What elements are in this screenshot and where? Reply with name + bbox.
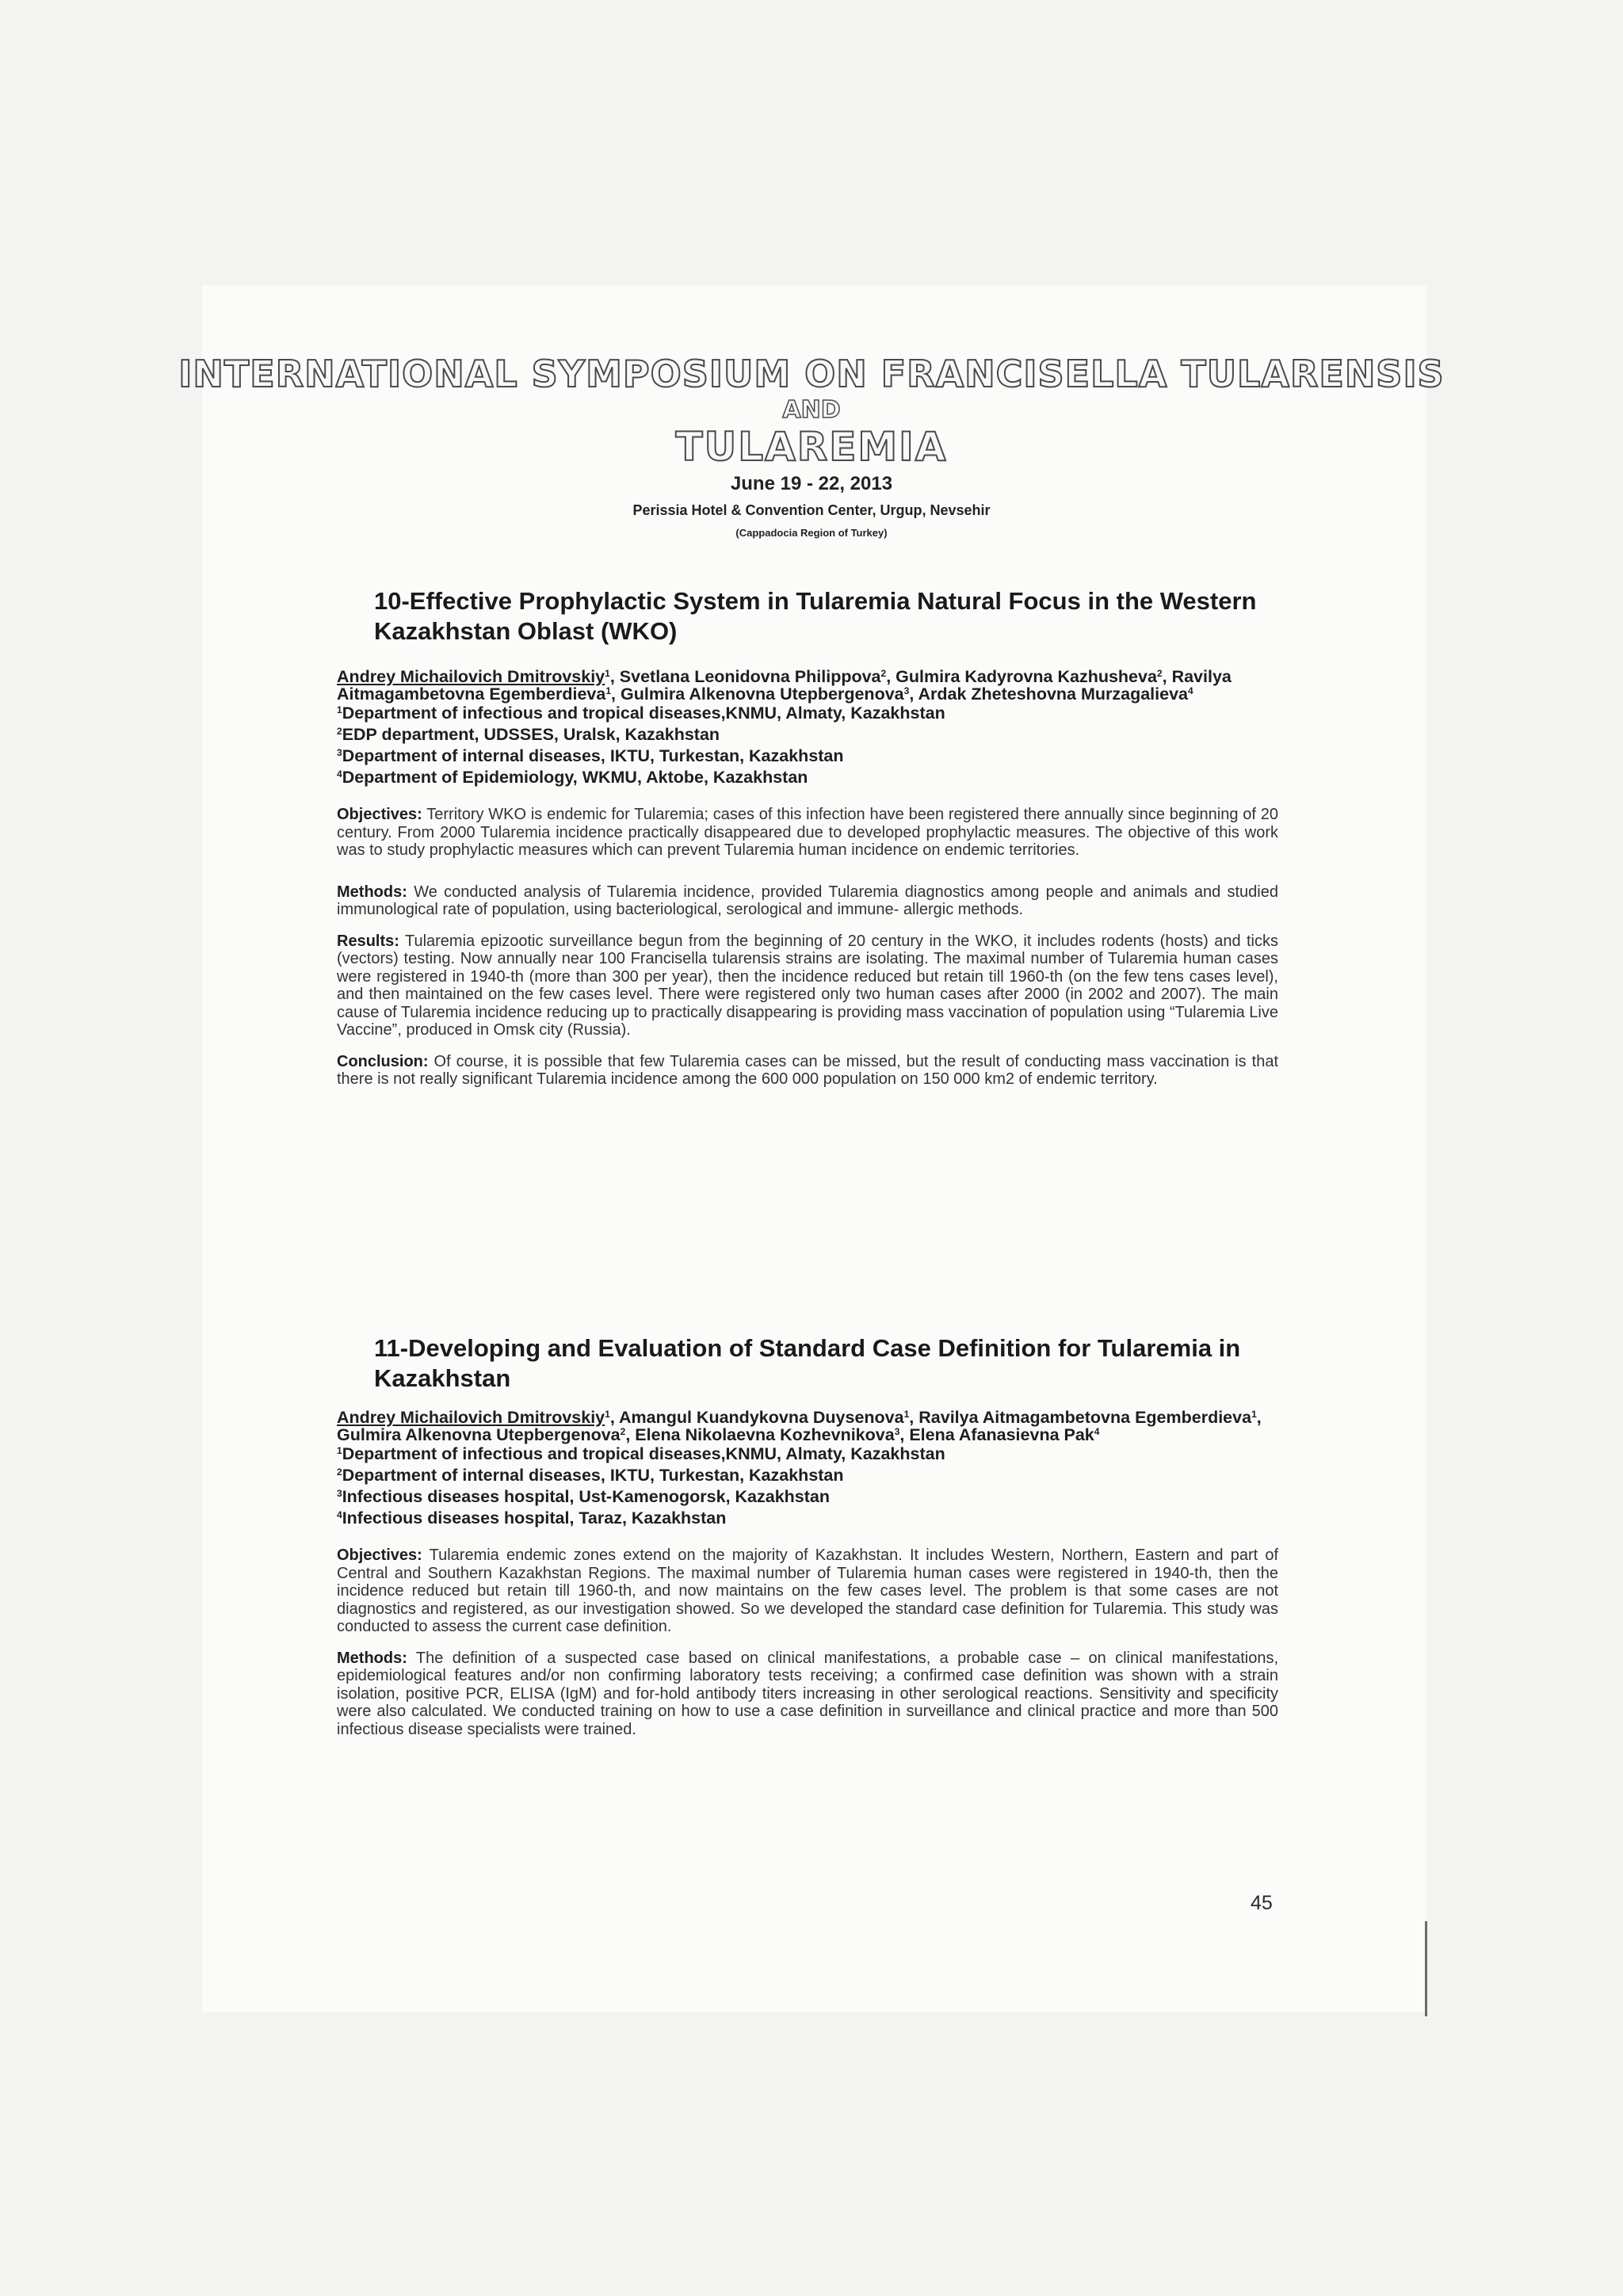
affiliation-text: Infectious diseases hospital, Ust-Kamenogorsk, Kazakhstan <box>342 1487 830 1506</box>
objectives-paragraph <box>337 1547 1278 1636</box>
author-affiliation-mark: 1 <box>605 1409 610 1420</box>
page-number: 45 <box>1251 1892 1273 1914</box>
affiliation-text: Department of infectious and tropical diseases,KNMU, Almaty, Kazakhstan <box>342 1444 945 1463</box>
author-name: Gulmira Alkenovna Utepbergenova <box>337 1425 621 1444</box>
author-affiliation-mark: 4 <box>1094 1426 1100 1437</box>
author-affiliation-mark: 4 <box>1188 685 1193 696</box>
affiliation-item <box>337 1444 1278 1465</box>
affiliation-mark: 1 <box>337 704 342 715</box>
affiliation-text: Department of internal diseases, IKTU, Turkestan, Kazakhstan <box>342 1466 844 1485</box>
objectives-label: Objectives: <box>337 1547 422 1564</box>
symposium-title-and: AND <box>782 396 841 424</box>
conclusion-label: Conclusion: <box>337 1052 429 1070</box>
author-list: Andrey Michailovich Dmitrovskiy$^1$, Amangul Kuandykovna Duysenova$^1$, Ravilya Aitmagambetovna Egemberdieva$^1$, Gulmira Alkenovna Utepbergenova$^2$, Elena Nikolaevna Kozhevnikova$^3$, Elena Afanasievna Pak$^4$ <box>337 1408 1262 1444</box>
methods-label: Methods: <box>337 883 407 901</box>
author-name: Amangul Kuandykovna Duysenova <box>618 1408 904 1427</box>
author-affiliation-mark: 3 <box>903 685 910 696</box>
affiliation-text: Department of Epidemiology, WKMU, Aktobe, Kazakhstan <box>342 768 808 787</box>
author-name: Gulmira Kadyrovna Kazhusheva <box>896 667 1157 686</box>
author-affiliation-mark: 3 <box>894 1426 900 1437</box>
affiliation-text: EDP department, UDSSES, Uralsk, Kazakhstan <box>342 725 720 744</box>
results-label: Results: <box>337 932 399 950</box>
methods-text: We conducted analysis of Tularemia incidence, provided Tularemia diagnostics among people and animals and studied immunological rate of population, using bacteriological, serological and immune- allergic methods. <box>337 883 1278 918</box>
objectives-text: Territory WKO is endemic for Tularemia; cases of this infection have been registered there annually since beginning of 20 century. From 2000 Tularemia incidence practically disappeared due to developed prophylactic measures. The objective of this work was to study prophylactic measures which can prevent Tularemia human incidence on endemic territories. <box>337 806 1278 859</box>
author-affiliation-mark: 1 <box>903 1409 910 1420</box>
author-name: Andrey Michailovich Dmitrovskiy <box>337 667 605 686</box>
author-name: Ardak Zheteshovna Murzagalieva <box>918 685 1188 704</box>
symposium-title-line2: TULAREMIA <box>675 424 948 470</box>
author-affiliation-mark: 1 <box>605 668 610 679</box>
abstract-title: 10-Effective Prophylactic System in Tularemia Natural Focus in the Western Kazakhstan Oblast (WKO) <box>374 587 1257 645</box>
abstract-10 <box>337 586 1278 1089</box>
affiliation-text: Department of internal diseases, IKTU, Turkestan, Kazakhstan <box>342 746 844 765</box>
objectives-text: Tularemia endemic zones extend on the majority of Kazakhstan. It includes Western, Northern, Eastern and part of Central and Southern Kazakhstan Regions. The maximal number of Tularemia human cases were registered in 1940-th, then the incidence reduced but retain till 1960-th, and now maintains on the few cases level. The problem is that some cases are not diagnostics and registered, as our investigation showed. So we developed the standard case definition for Tularemia. This study was conducted to assess the current case definition. <box>337 1547 1278 1635</box>
affiliation-item <box>337 767 1278 788</box>
abstract-title: 11-Developing and Evaluation of Standard Case Definition for Tularemia in Kazakhstan <box>374 1334 1241 1392</box>
affiliation-item <box>337 1508 1278 1529</box>
author-name: Ravilya Aitmagambetovna Egemberdieva <box>337 667 1232 704</box>
author-affiliation-mark: 2 <box>880 668 887 679</box>
methods-text: The definition of a suspected case based on clinical manifestations, a probable case – on clinical manifestations, epidemiological features and/or non confirming laboratory tests receiving; a confirmed case definition was shown with a strain isolation, positive PCR, ELISA (IgM) and for-hold antibody titers increasing in other serological reactions. Sensitivity and specificity were also calculated. We conducted training on how to use a case definition in surveillance and clinical practice and more than 500 infectious disease specialists were trained. <box>337 1649 1278 1738</box>
affiliation-mark: 3 <box>337 747 342 758</box>
objectives-paragraph <box>337 806 1278 860</box>
affiliation-text: Department of infectious and tropical diseases,KNMU, Almaty, Kazakhstan <box>342 704 945 723</box>
page-sheet <box>202 285 1426 2012</box>
affiliation-mark: 4 <box>337 769 342 780</box>
abstract-11 <box>337 1333 1278 1738</box>
affiliation-item <box>337 724 1278 746</box>
affiliation-item <box>337 1465 1278 1486</box>
objectives-label: Objectives: <box>337 806 422 823</box>
author-name: Elena Afanasievna Pak <box>909 1425 1094 1444</box>
methods-paragraph <box>337 883 1278 919</box>
affiliation-mark: 4 <box>337 1509 342 1520</box>
author-affiliation-mark: 2 <box>1156 668 1163 679</box>
symposium-date: June 19 - 22, 2013 <box>730 473 893 494</box>
results-text: Tularemia epizootic surveillance begun from the beginning of 20 century in the WKO, it includes rodents (hosts) and ticks (vectors) testing. Now annually near 100 Francisella tularensis strains are isolating. The maximal number of Tularemia human cases were registered in 1940-th (more than 300 per year), then the incidence reduced but retain till 1960-th (on the few tens cases level), and then maintained on the few cases level. There were registered only two human cases after 2000 (in 2002 and 2007). The main cause of Tularemia incidence reducing up to practically disappearing is providing mass vaccination of population using “Tularemia Live Vaccine”, produced in Omsk city (Russia). <box>337 932 1278 1039</box>
affiliation-item <box>337 1486 1278 1508</box>
affiliation-text: Infectious diseases hospital, Taraz, Kazakhstan <box>342 1508 727 1527</box>
author-affiliation-mark: 1 <box>605 685 612 696</box>
affiliation-mark: 2 <box>337 1466 342 1478</box>
author-name: Elena Nikolaevna Kozhevnikova <box>635 1425 895 1444</box>
symposium-venue: Perissia Hotel & Convention Center, Urgup, Nevsehir <box>632 502 991 518</box>
author-name: Ravilya Aitmagambetovna Egemberdieva <box>918 1408 1252 1427</box>
methods-label: Methods: <box>337 1649 407 1667</box>
affiliation-list <box>337 703 1278 788</box>
scan-edge-line <box>1425 1921 1427 2016</box>
affiliation-item <box>337 746 1278 767</box>
affiliation-mark: 3 <box>337 1488 342 1499</box>
affiliation-item <box>337 703 1278 724</box>
symposium-title-line1: INTERNATIONAL SYMPOSIUM ON FRANCISELLA TULARENSIS <box>178 353 1445 395</box>
affiliation-mark: 1 <box>337 1445 342 1456</box>
affiliation-list <box>337 1444 1278 1529</box>
results-paragraph <box>337 933 1278 1039</box>
author-name: Gulmira Alkenovna Utepbergenova <box>620 685 904 704</box>
affiliation-mark: 2 <box>337 726 342 737</box>
conclusion-text: Of course, it is possible that few Tularemia cases can be missed, but the result of conducting mass vaccination is that there is not really significant Tularemia incidence among the 600 000 population on 150 000 km2 of endemic territory. <box>337 1052 1279 1088</box>
symposium-region: (Cappadocia Region of Turkey) <box>735 527 888 539</box>
author-name: Svetlana Leonidovna Philippova <box>619 667 881 686</box>
conclusion-paragraph <box>337 1053 1278 1089</box>
author-name: Andrey Michailovich Dmitrovskiy <box>337 1408 605 1427</box>
author-affiliation-mark: 2 <box>620 1426 626 1437</box>
methods-paragraph <box>337 1650 1278 1739</box>
author-affiliation-mark: 1 <box>1251 1409 1257 1420</box>
author-list: Andrey Michailovich Dmitrovskiy$^1$, Svetlana Leonidovna Philippova$^2$, Gulmira Kadyrovna Kazhusheva$^2$, Ravilya Aitmagambetovna Egemberdieva$^1$, Gulmira Alkenovna Utepbergenova$^3$, Ardak Zheteshovna Murzagalieva$^4$ <box>337 667 1232 704</box>
